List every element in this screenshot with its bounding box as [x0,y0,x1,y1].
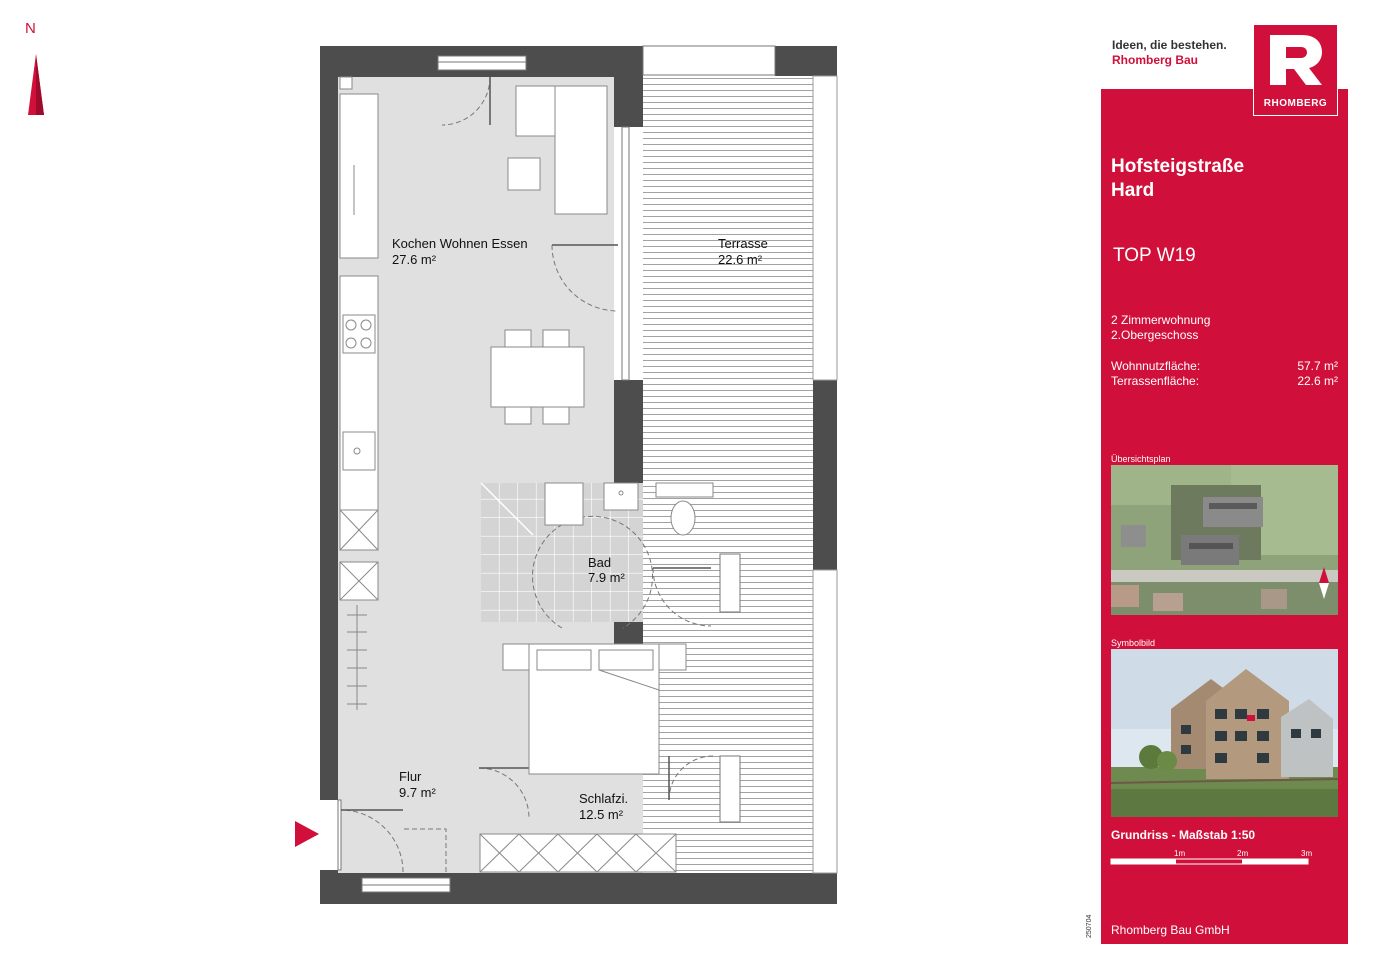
scale-title: Grundriss - Maßstab 1:50 [1111,828,1256,842]
svg-text:Kochen Wohnen Essen: Kochen Wohnen Essen [392,236,528,251]
logo-wordmark: RHOMBERG [1263,98,1328,109]
living-area-value: 57.7 m² [1297,359,1338,373]
overview-caption: Übersichtsplan [1111,454,1171,464]
tagline-line-1: Ideen, die bestehen. [1112,38,1227,52]
svg-text:12.5 m²: 12.5 m² [579,807,624,822]
tagline-line-2: Rhomberg Bau [1112,53,1199,67]
scale-tick-1m: 1m [1174,849,1186,858]
project-title [1111,155,1244,203]
svg-text:7.9 m²: 7.9 m² [588,570,625,585]
project-street: Hofsteigstraße [1111,156,1245,177]
overview-map-image [1111,465,1338,615]
svg-text:22.6 m²: 22.6 m² [718,252,763,267]
building-rendering-image [1111,649,1338,817]
room-label-terrace [718,236,768,267]
project-city: Hard [1111,180,1155,201]
svg-text:Terrasse: Terrasse [718,236,768,251]
room-label-bedroom [579,791,628,822]
terrace-area-label: Terrassenfläche: [1111,374,1200,388]
scale-tick-3m: 3m [1301,849,1313,858]
unit-type: 2 Zimmerwohnung [1111,313,1211,327]
info-panel [1101,89,1348,944]
north-arrow-icon [28,54,44,115]
r-logo-icon [1266,33,1324,87]
symbol-caption: Symbolbild [1111,638,1156,648]
svg-text:Schlafzi.: Schlafzi. [579,791,629,806]
svg-text:Bad: Bad [588,555,612,570]
rhomberg-logo [1253,24,1338,116]
terrace-area-value: 22.6 m² [1297,374,1338,388]
scale-bar [1111,846,1311,868]
document-code: 250704 [1086,914,1093,938]
scale-tick-2m: 2m [1237,849,1249,858]
entrance-arrow-icon [295,821,319,847]
north-label: N [25,20,36,37]
svg-text:9.7 m²: 9.7 m² [399,785,436,800]
brand-tagline [1112,38,1227,68]
svg-text:Flur: Flur [399,769,422,784]
unit-id: TOP W19 [1113,245,1196,266]
company-footer: Rhomberg Bau GmbH [1111,923,1230,937]
living-area-label: Wohnnutzfläche: [1111,359,1201,373]
unit-floor: 2.Obergeschoss [1111,328,1199,342]
svg-text:27.6 m²: 27.6 m² [392,252,437,267]
